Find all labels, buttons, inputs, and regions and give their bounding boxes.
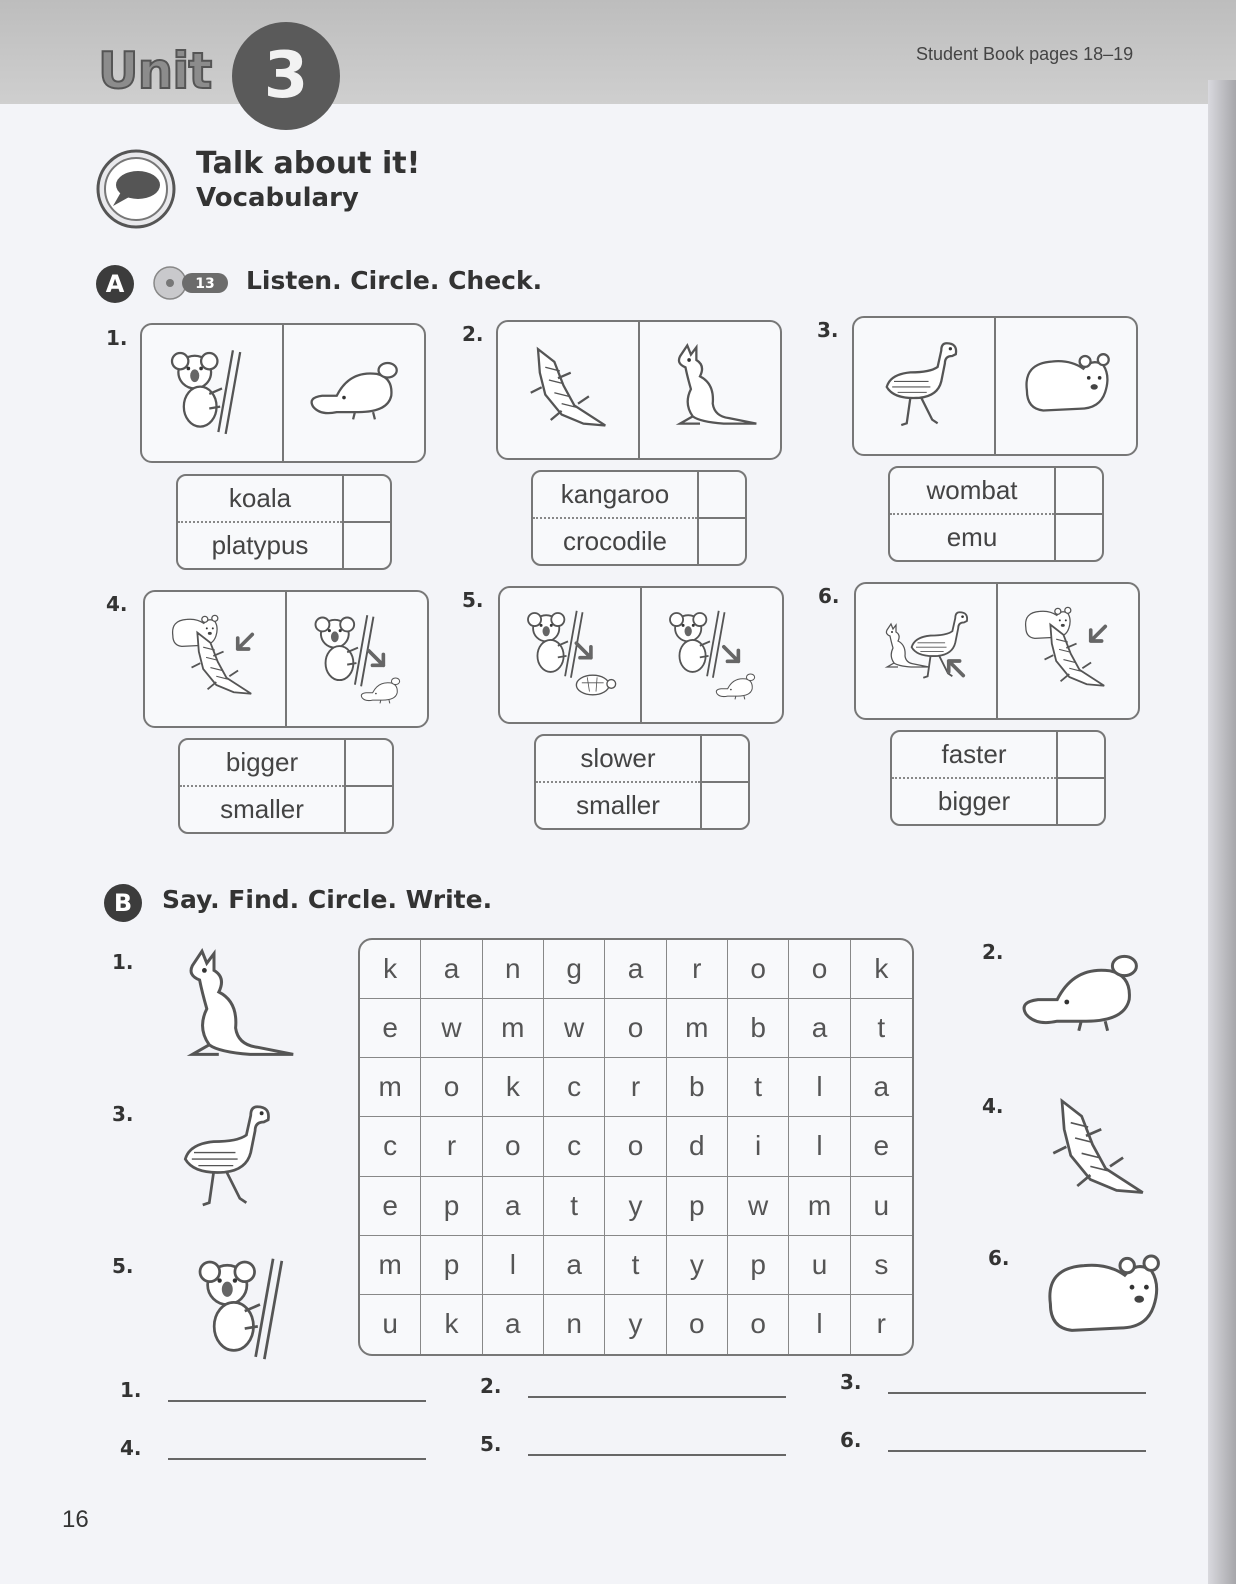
answer-label: 2. <box>480 1374 502 1398</box>
section-a-badge: A <box>96 265 134 303</box>
answer-line[interactable] <box>528 1394 786 1398</box>
koala-turtle-icon <box>500 588 640 722</box>
grid-letter-cell[interactable]: y <box>667 1236 728 1295</box>
check-box[interactable] <box>699 517 745 564</box>
grid-letter-cell[interactable]: w <box>421 999 482 1058</box>
koala-platypus-icon <box>285 592 427 726</box>
wombat-icon <box>994 318 1136 454</box>
kangaroo-icon <box>638 322 780 458</box>
grid-letter-cell[interactable]: k <box>851 940 912 999</box>
answer-line[interactable] <box>888 1390 1146 1394</box>
word-option[interactable]: koala <box>228 483 292 513</box>
crocodile-icon <box>1028 1090 1168 1210</box>
grid-letter-cell[interactable]: k <box>483 1058 544 1117</box>
animal-number: 6. <box>988 1246 1010 1270</box>
talk-title: Talk about it! <box>196 146 421 181</box>
word-choice-box-3 <box>888 466 1104 562</box>
grid-letter-cell[interactable]: r <box>605 1058 666 1117</box>
grid-letter-cell[interactable]: o <box>728 940 789 999</box>
grid-letter-cell[interactable]: t <box>605 1236 666 1295</box>
grid-letter-cell[interactable]: o <box>605 999 666 1058</box>
grid-letter-cell[interactable]: b <box>667 1058 728 1117</box>
grid-letter-cell[interactable]: l <box>789 1117 850 1176</box>
word-choice-box-1 <box>176 474 392 570</box>
speech-bubble-icon <box>95 148 177 230</box>
wombat-crocodile-icon <box>145 592 285 726</box>
audio-track-icon <box>152 265 232 301</box>
grid-letter-cell[interactable]: k <box>421 1295 482 1354</box>
section-b-instruction: Say. Find. Circle. Write. <box>162 885 493 914</box>
word-choice-box-2 <box>531 470 747 566</box>
grid-letter-cell[interactable]: o <box>667 1295 728 1354</box>
word-option[interactable]: platypus <box>178 521 342 568</box>
check-box[interactable] <box>1058 777 1104 824</box>
picture-box-3 <box>852 316 1138 456</box>
answer-label: 1. <box>120 1378 142 1402</box>
koala-icon <box>142 325 282 461</box>
check-box[interactable] <box>1058 732 1104 777</box>
grid-letter-cell[interactable]: y <box>605 1295 666 1354</box>
item-number: 3. <box>817 318 839 342</box>
word-choice-box-4 <box>178 738 394 834</box>
check-box[interactable] <box>346 740 392 785</box>
grid-letter-cell[interactable]: s <box>851 1236 912 1295</box>
grid-letter-cell[interactable]: t <box>728 1058 789 1117</box>
item-number: 4. <box>106 592 128 616</box>
grid-letter-cell[interactable]: p <box>421 1177 482 1236</box>
animal-number: 2. <box>982 940 1004 964</box>
grid-letter-cell[interactable]: c <box>360 1117 421 1176</box>
grid-letter-cell[interactable]: a <box>421 940 482 999</box>
grid-letter-cell[interactable]: a <box>483 1177 544 1236</box>
animal-number: 5. <box>112 1254 134 1278</box>
check-box[interactable] <box>702 781 748 828</box>
grid-letter-cell[interactable]: i <box>728 1117 789 1176</box>
grid-letter-cell[interactable]: m <box>667 999 728 1058</box>
grid-letter-cell[interactable]: a <box>789 999 850 1058</box>
grid-letter-cell[interactable]: b <box>728 999 789 1058</box>
answer-label: 5. <box>480 1432 502 1456</box>
emu-icon <box>160 1098 300 1218</box>
grid-letter-cell[interactable]: y <box>605 1177 666 1236</box>
grid-letter-cell[interactable]: o <box>605 1117 666 1176</box>
picture-box-4 <box>143 590 429 728</box>
platypus-icon <box>282 325 424 461</box>
check-box[interactable] <box>344 476 390 521</box>
answer-label: 4. <box>120 1436 142 1460</box>
grid-letter-cell[interactable]: m <box>789 1177 850 1236</box>
grid-letter-cell[interactable]: r <box>421 1117 482 1176</box>
koala-platypus-icon <box>640 588 782 722</box>
section-b-badge: B <box>104 884 142 922</box>
wombat-icon <box>1032 1232 1172 1352</box>
grid-letter-cell[interactable]: a <box>605 940 666 999</box>
grid-letter-cell[interactable]: n <box>544 1295 605 1354</box>
answer-line[interactable] <box>888 1448 1146 1452</box>
unit-label: Unit <box>98 42 212 100</box>
kangaroo-emu-icon <box>856 584 996 718</box>
grid-letter-cell[interactable]: a <box>851 1058 912 1117</box>
check-box[interactable] <box>344 521 390 568</box>
grid-letter-cell[interactable]: n <box>483 940 544 999</box>
grid-letter-cell[interactable]: o <box>789 940 850 999</box>
grid-letter-cell[interactable]: p <box>728 1236 789 1295</box>
emu-icon <box>854 318 994 454</box>
grid-letter-cell[interactable]: c <box>544 1117 605 1176</box>
grid-letter-cell[interactable]: m <box>483 999 544 1058</box>
grid-letter-cell[interactable]: p <box>421 1236 482 1295</box>
word-option[interactable]: crocodile <box>533 517 697 564</box>
word-option[interactable]: emu <box>890 513 1054 560</box>
picture-box-2 <box>496 320 782 460</box>
answer-line[interactable] <box>168 1398 426 1402</box>
section-a-instruction: Listen. Circle. Check. <box>246 266 543 295</box>
koala-icon <box>178 1250 318 1370</box>
grid-letter-cell[interactable]: w <box>544 999 605 1058</box>
wombat-crocodile-icon <box>996 584 1138 718</box>
grid-letter-cell[interactable]: a <box>483 1295 544 1354</box>
word-option[interactable]: wombat <box>926 475 1018 505</box>
word-option[interactable]: kangaroo <box>560 479 670 509</box>
animal-number: 1. <box>112 950 134 974</box>
check-box[interactable] <box>699 472 745 517</box>
check-box[interactable] <box>702 736 748 781</box>
track-number: 13 <box>195 276 215 292</box>
kangaroo-icon <box>162 944 302 1064</box>
grid-letter-cell[interactable]: m <box>360 1058 421 1117</box>
item-number: 1. <box>106 326 128 350</box>
word-search-grid <box>358 938 914 1356</box>
grid-letter-cell[interactable]: o <box>728 1295 789 1354</box>
grid-letter-cell[interactable]: e <box>851 1117 912 1176</box>
answer-line[interactable] <box>168 1456 426 1460</box>
item-number: 6. <box>818 584 840 608</box>
word-choice-box-6 <box>890 730 1106 826</box>
grid-letter-cell[interactable]: c <box>544 1058 605 1117</box>
word-option[interactable]: smaller <box>180 785 344 832</box>
grid-letter-cell[interactable]: t <box>851 999 912 1058</box>
grid-letter-cell[interactable]: w <box>728 1177 789 1236</box>
picture-box-6 <box>854 582 1140 720</box>
grid-letter-cell[interactable]: e <box>360 999 421 1058</box>
grid-letter-cell[interactable]: d <box>667 1117 728 1176</box>
grid-letter-cell[interactable]: r <box>667 940 728 999</box>
item-number: 5. <box>462 588 484 612</box>
grid-letter-cell[interactable]: u <box>851 1177 912 1236</box>
word-choice-box-5 <box>534 734 750 830</box>
grid-letter-cell[interactable]: a <box>544 1236 605 1295</box>
grid-letter-cell[interactable]: k <box>360 940 421 999</box>
answer-label: 6. <box>840 1428 862 1452</box>
picture-box-5 <box>498 586 784 724</box>
grid-letter-cell[interactable]: r <box>876 1308 886 1340</box>
page-number: 16 <box>62 1506 89 1533</box>
word-option[interactable]: bigger <box>225 747 299 777</box>
grid-letter-cell[interactable]: p <box>667 1177 728 1236</box>
crocodile-icon <box>498 322 638 458</box>
vocabulary-title: Vocabulary <box>196 183 359 213</box>
word-option[interactable]: faster <box>941 739 1007 769</box>
grid-letter-cell[interactable]: l <box>789 1295 850 1354</box>
word-option[interactable]: bigger <box>892 777 1056 824</box>
unit-number-badge: 3 <box>232 22 340 130</box>
item-number: 2. <box>462 322 484 346</box>
page-edge-shadow <box>1208 80 1236 1584</box>
word-option[interactable]: smaller <box>536 781 700 828</box>
platypus-icon <box>1010 930 1150 1050</box>
grid-letter-cell[interactable]: l <box>789 1058 850 1117</box>
grid-letter-cell[interactable]: u <box>789 1236 850 1295</box>
student-book-pages: Student Book pages 18–19 <box>916 44 1134 64</box>
answer-line[interactable] <box>528 1452 786 1456</box>
grid-letter-cell[interactable]: t <box>544 1177 605 1236</box>
check-box[interactable] <box>1056 513 1102 560</box>
grid-letter-cell[interactable]: o <box>421 1058 482 1117</box>
picture-box-1 <box>140 323 426 463</box>
word-option[interactable]: slower <box>580 743 656 773</box>
animal-number: 3. <box>112 1102 134 1126</box>
grid-letter-cell[interactable]: m <box>360 1236 421 1295</box>
grid-letter-cell[interactable]: e <box>360 1177 421 1236</box>
grid-letter-cell[interactable]: u <box>360 1295 421 1354</box>
check-box[interactable] <box>1056 468 1102 513</box>
animal-number: 4. <box>982 1094 1004 1118</box>
grid-letter-cell[interactable]: l <box>483 1236 544 1295</box>
answer-label: 3. <box>840 1370 862 1394</box>
grid-letter-cell[interactable]: o <box>483 1117 544 1176</box>
check-box[interactable] <box>346 785 392 832</box>
grid-letter-cell[interactable]: g <box>544 940 605 999</box>
